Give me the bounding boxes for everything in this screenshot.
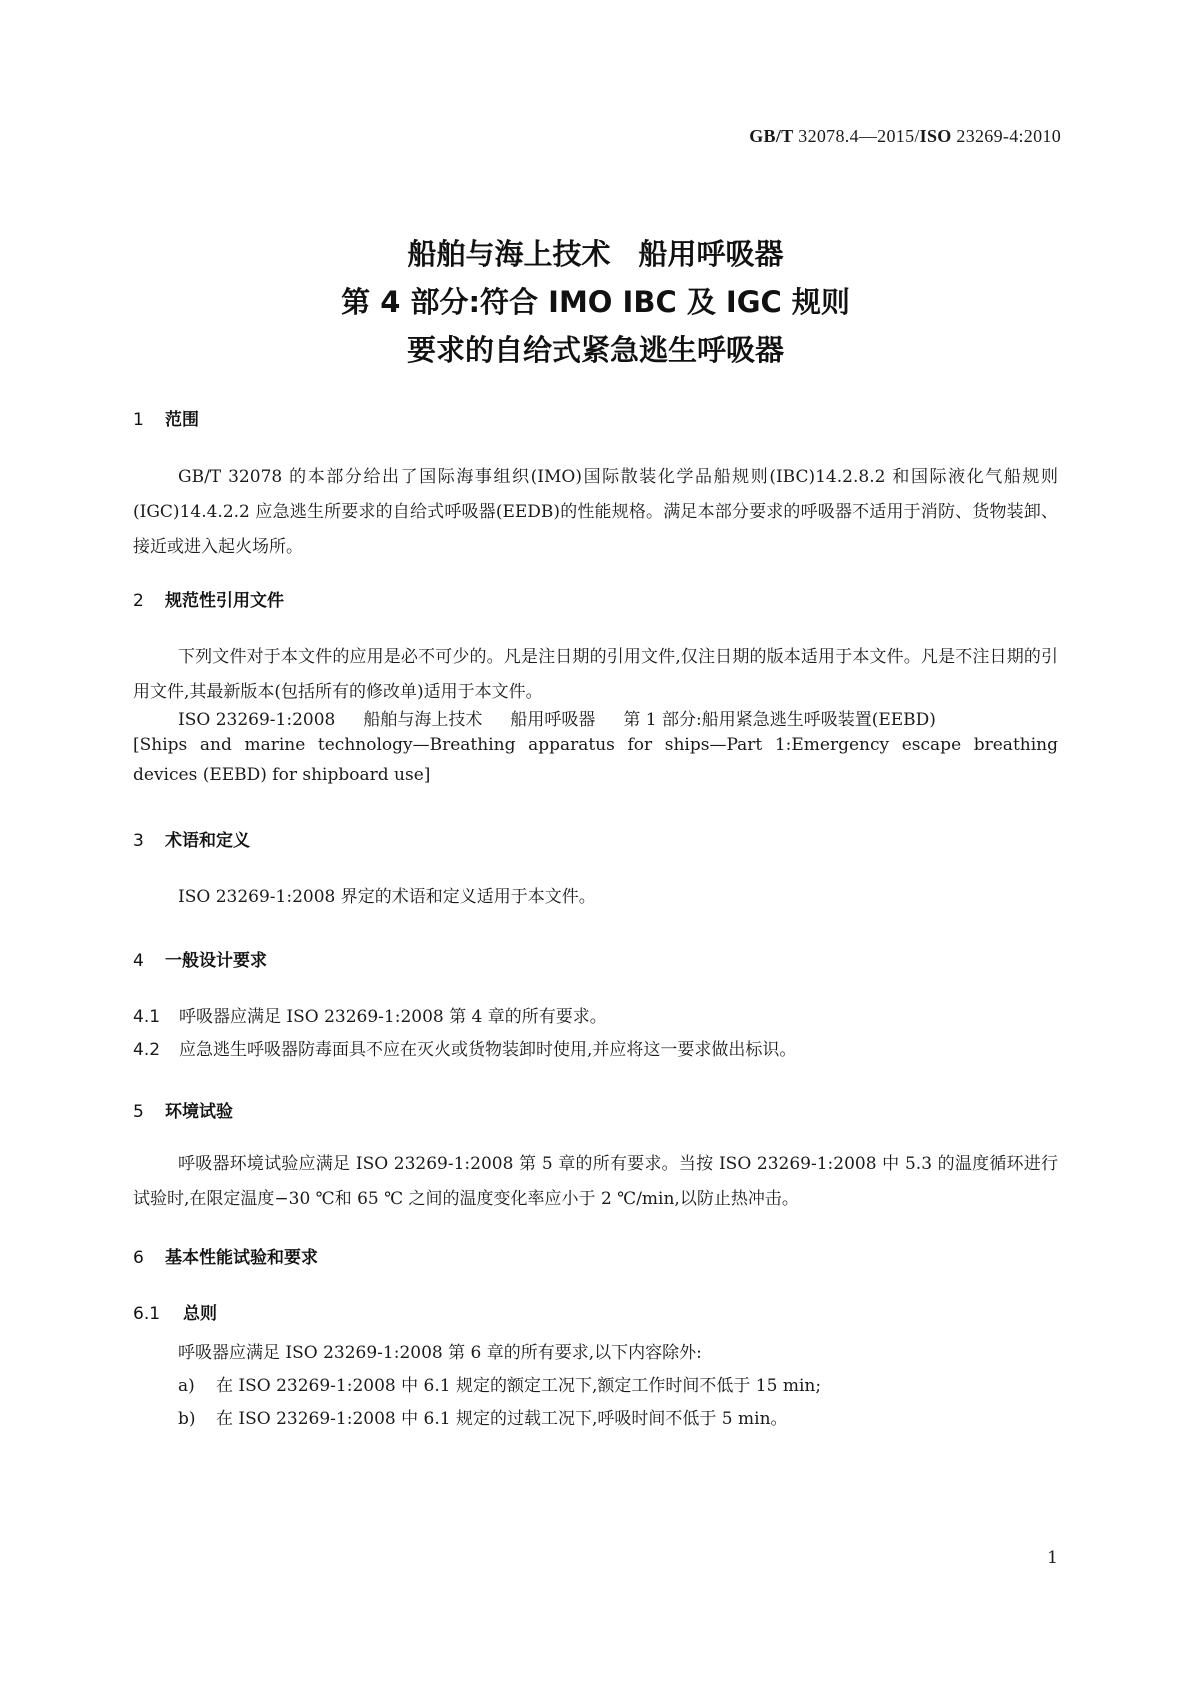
normative-reference: ISO 23269-1:2008 船舶与海上技术 船用呼吸器 第 1 部分:船用紧急逃生呼吸装置(EEBD) [178,710,936,730]
section-5-paragraph: 呼吸器环境试验应满足 ISO 23269-1:2008 第 5 章的所有要求。当按 ISO 23269-1:2008 中 5.3 的温度循环进行试验时,在限定温度−30 ℃和 65 ℃ 之间的温度变化率应小于 2 ℃/min,以防止热冲击。 [133,1154,1058,1209]
section-5-heading: 5 环境试验 [133,1102,233,1122]
page-number: 1 [1047,1548,1058,1568]
section-6-1-paragraph: 呼吸器应满足 ISO 23269-1:2008 第 6 章的所有要求,以下内容除外: [178,1343,702,1363]
title-line-1: 船舶与海上技术 船用呼吸器 [407,237,784,271]
section-2-heading: 2 规范性引用文件 [133,591,284,611]
std-iso-prefix: ISO [919,126,952,146]
clause-4-1: 4.1 呼吸器应满足 ISO 23269-1:2008 第 4 章的所有要求。 [133,1007,607,1027]
section-1-paragraph: GB/T 32078 的本部分给出了国际海事组织(IMO)国际散装化学品船规则(IBC)14.2.8.2 和国际液化气船规则(IGC)14.4.2.2 应急逃生所要求的自给式呼吸器(EEDB)的性能规格。满足本部分要求的呼吸器不适用于消防、货物装卸、接近或进入起火场所。 [133,467,1058,557]
reference-english-line-1: [Ships and marine technology—Breathing apparatus for ships—Part 1:Emergency escape breathing [133,735,1058,755]
section-2-paragraph: 下列文件对于本文件的应用是必不可少的。凡是注日期的引用文件,仅注日期的版本适用于本文件。凡是不注日期的引用文件,其最新版本(包括所有的修改单)适用于本文件。 [133,647,1058,702]
section-1-heading: 1 范围 [133,410,199,430]
std-gb-prefix: GB/T [749,126,794,146]
title-line-3: 要求的自给式紧急逃生呼吸器 [406,333,784,367]
subsection-6-1-heading: 6.1 总则 [133,1304,217,1324]
section-4-heading: 4 一般设计要求 [133,951,267,971]
std-iso-number: 23269-4:2010 [951,126,1061,146]
title-line-2: 第 4 部分:符合 IMO IBC 及 IGC 规则 [341,285,850,319]
document-title [0,230,1191,374]
section-3-heading: 3 术语和定义 [133,831,250,851]
reference-english-line-2: devices (EEBD) for shipboard use] [133,765,431,785]
list-item-b: b) 在 ISO 23269-1:2008 中 6.1 规定的过载工况下,呼吸时间不低于 5 min。 [178,1409,788,1429]
section-3-paragraph: ISO 23269-1:2008 界定的术语和定义适用于本文件。 [178,887,596,907]
std-gb-number: 32078.4—2015/ [793,126,920,146]
section-6-heading: 6 基本性能试验和要求 [133,1248,318,1268]
list-item-a: a) 在 ISO 23269-1:2008 中 6.1 规定的额定工况下,额定工作时间不低于 15 min; [178,1376,822,1396]
clause-4-2: 4.2 应急逃生呼吸器防毒面具不应在灭火或货物装卸时使用,并应将这一要求做出标识。 [133,1040,797,1060]
standard-number [749,126,1061,147]
